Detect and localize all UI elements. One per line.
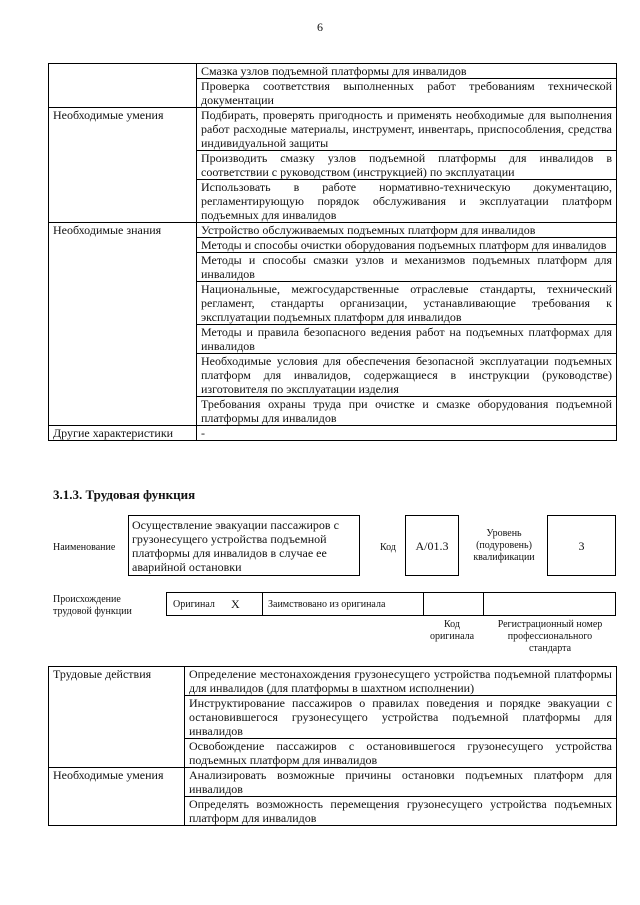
- row-item: Необходимые условия для обеспечения безопасной эксплуатации подъемных платформ для инвалидов, содержащиеся в инструкции (руководстве) изготовителя по эксплуатации изделия: [197, 354, 617, 397]
- row-item: Определять возможность перемещения грузонесущего устройства подъемных платформ для инвалидов: [185, 797, 617, 826]
- row-item: Требования охраны труда при очистке и смазке оборудования подъемной платформы для инвалидов: [197, 397, 617, 426]
- origin-table: [166, 592, 616, 616]
- row-label: Необходимые умения: [49, 108, 197, 223]
- row-item: Национальные, межгосударственные отраслевые стандарты, технический регламент, стандарты организации, устанавливающие требования к эксплуатации подъемных платформ для инвалидов: [197, 282, 617, 325]
- original-label: Оригинал: [173, 599, 215, 610]
- competency-table: [48, 63, 617, 441]
- function-name-box: [128, 515, 360, 576]
- level-box: [547, 515, 616, 576]
- table-row: [49, 768, 617, 797]
- page-number: 6: [317, 20, 323, 34]
- row-item: Определение местонахождения грузонесущего устройства подъемной платформы для инвалидов (для платформы в шахтном исполнении): [185, 667, 617, 696]
- table-row: [49, 64, 617, 79]
- row-item: Производить смазку узлов подъемной платформы для инвалидов в соответствии с руководством (инструкцией) по эксплуатации: [197, 151, 617, 180]
- row-item: Подбирать, проверять пригодность и применять необходимые для выполнения работ расходные материалы, инструмент, инвентарь, приспособления, средства индивидуальной защиты: [197, 108, 617, 151]
- row-item: Смазка узлов подъемной платформы для инвалидов: [197, 64, 617, 79]
- row-item: Методы и способы смазки узлов и механизмов подъемных платформ для инвалидов: [197, 253, 617, 282]
- origin-divider: [262, 593, 263, 615]
- row-label: Необходимые умения: [49, 768, 185, 826]
- table-row: [49, 223, 617, 238]
- table-row: [49, 426, 617, 441]
- row-label: Другие характеристики: [49, 426, 197, 441]
- name-label: Наименование: [53, 542, 116, 553]
- labor-actions-table: [48, 666, 617, 826]
- origin-divider: [483, 593, 484, 615]
- original-mark: X: [231, 597, 240, 611]
- table-row: [49, 667, 617, 696]
- reg-number-caption: Регистрационный номер профессионального стандарта: [497, 619, 603, 654]
- borrowed-label: Заимствовано из оригинала: [268, 599, 386, 610]
- level-value: 3: [578, 538, 585, 553]
- function-name-value: Осуществление эвакуации пассажиров с грузонесущего устройства подъемной платформы для инвалидов в случае ее аварийной остановки: [132, 518, 339, 574]
- row-item: Анализировать возможные причины остановки подъемных платформ для инвалидов: [185, 768, 617, 797]
- row-label: [49, 64, 197, 108]
- row-item: Устройство обслуживаемых подъемных платформ для инвалидов: [197, 223, 617, 238]
- code-original-caption: Код оригинала: [429, 619, 475, 642]
- row-label: Трудовые действия: [49, 667, 185, 768]
- section-heading: 3.1.3. Трудовая функция: [53, 487, 196, 502]
- row-label: Необходимые знания: [49, 223, 197, 426]
- row-item: Освобождение пассажиров с остановившегося грузонесущего устройства подъемных платформ для инвалидов: [185, 739, 617, 768]
- row-item: Проверка соответствия выполненных работ требованиям технической документации: [197, 79, 617, 108]
- origin-label: Происхождение трудовой функции: [53, 594, 132, 617]
- origin-divider: [423, 593, 424, 615]
- row-item: Методы и правила безопасного ведения работ на подъемных платформах для инвалидов: [197, 325, 617, 354]
- row-item: Инструктирование пассажиров о правилах поведения и порядке эвакуации с остановившегося грузонесущего устройства подъемной платформы для инвалидов: [185, 696, 617, 739]
- level-label: Уровень (подуровень) квалификации: [473, 528, 535, 563]
- code-value: А/01.3: [415, 538, 449, 553]
- row-item: Использовать в работе нормативно-техническую документацию, регламентирующую порядок обслуживания и эксплуатации платформ подъемных для инвалидов: [197, 180, 617, 223]
- code-label: Код: [380, 542, 396, 553]
- table-row: [49, 108, 617, 151]
- row-item: -: [197, 426, 617, 441]
- row-item: Методы и способы очистки оборудования подъемных платформ для инвалидов: [197, 238, 617, 253]
- code-box: [405, 515, 459, 576]
